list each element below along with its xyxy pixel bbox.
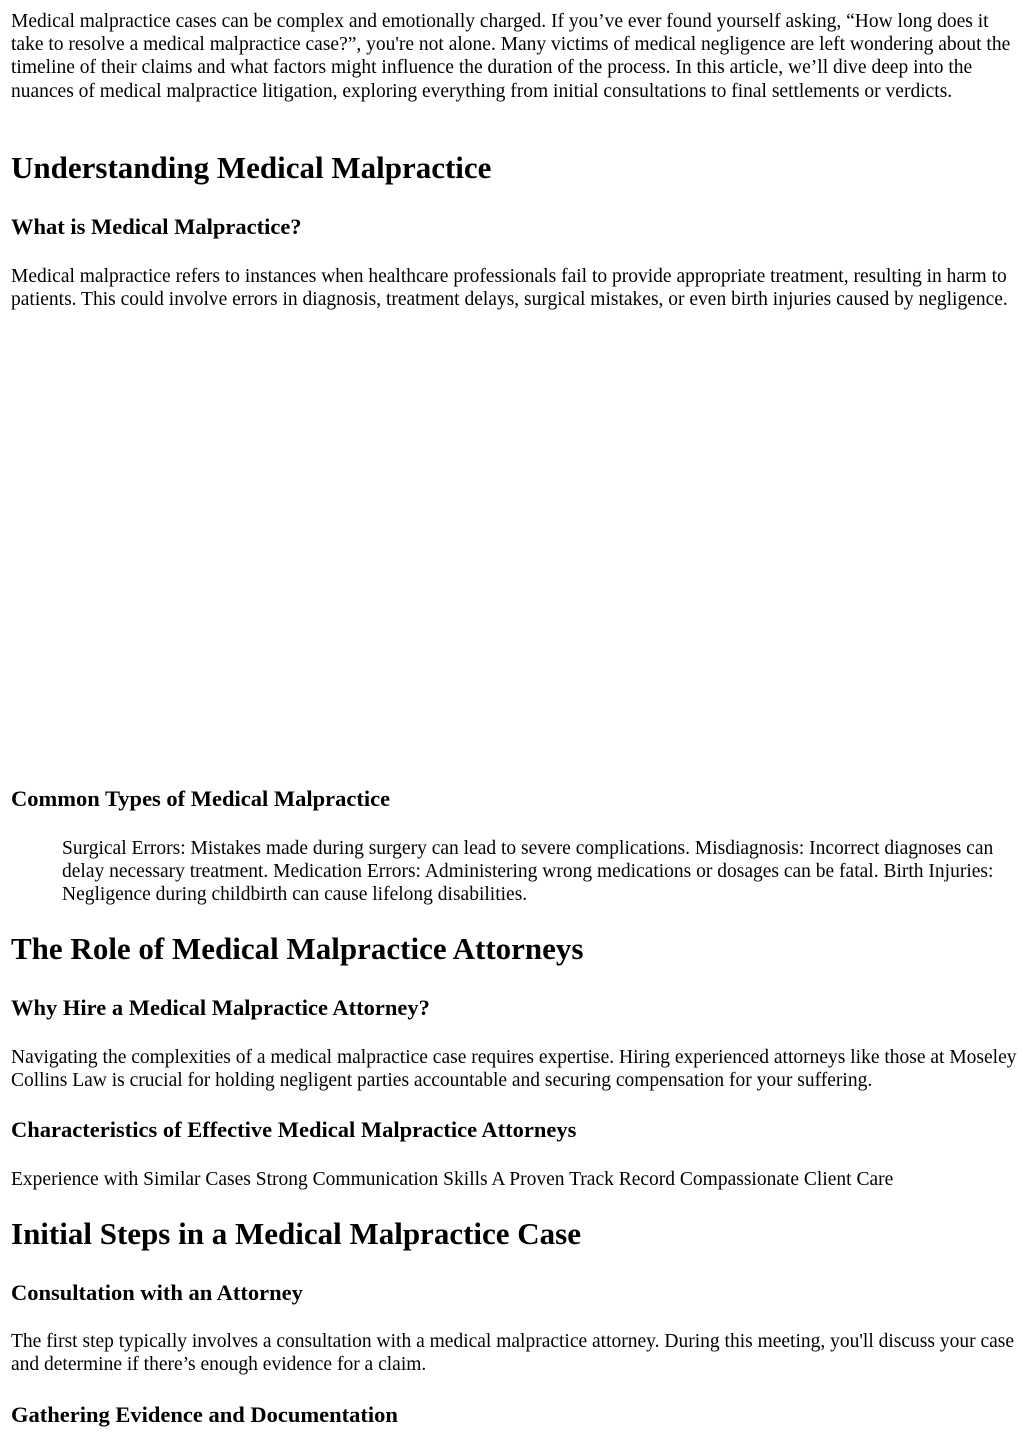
paragraph-characteristics: Experience with Similar Cases Strong Communication Skills A Proven Track Record Compassionate Client Care <box>11 1169 894 1190</box>
heading-initial-steps: Initial Steps in a Medical Malpractice Case <box>11 1216 581 1251</box>
heading-role-of-attorneys: The Role of Medical Malpractice Attorneys <box>11 931 584 966</box>
subheading-common-types: Common Types of Medical Malpractice <box>11 786 391 811</box>
subheading-characteristics: Characteristics of Effective Medical Malpractice Attorneys <box>11 1117 577 1142</box>
intro-paragraph: Medical malpractice cases can be complex and emotionally charged. If you’ve ever found yourself asking, “How long does it take to resolve a medical malpractice case?”, you're not alone. Many victims of medical negligence are left wondering about the timeline of their claims and what factors might influence the duration of the process. In this article, we’ll dive deep into the nuances of medical malpractice litigation, exploring everything from initial consultations to final settlements or verdicts. <box>11 11 1011 102</box>
subheading-consultation: Consultation with an Attorney <box>11 1280 303 1305</box>
subheading-why-hire-attorney: Why Hire a Medical Malpractice Attorney? <box>11 995 430 1020</box>
paragraph-consultation: The first step typically involves a consultation with a medical malpractice attorney. During this meeting, you'll discuss your case and determine if there’s enough evidence for a claim. <box>11 1331 1014 1376</box>
paragraph-what-is-medical-malpractice: Medical malpractice refers to instances when healthcare professionals fail to provide appropriate treatment, resulting in harm to patients. This could involve errors in diagnosis, treatment delays, surgical mistakes, or even birth injuries caused by negligence. <box>11 266 1008 311</box>
list-common-types: Surgical Errors: Mistakes made during surgery can lead to severe complications. Misdiagnosis: Incorrect diagnoses can delay necessary treatment. Medication Errors: Administering wrong medications or dosages can be fatal. Birth Injuries: Negligence during childbirth can cause lifelong disabilities. <box>62 838 994 906</box>
heading-understanding-medical-malpractice: Understanding Medical Malpractice <box>11 150 492 185</box>
subheading-gathering-evidence: Gathering Evidence and Documentation <box>11 1402 398 1427</box>
blank-media-area <box>11 345 1018 775</box>
paragraph-why-hire-attorney: Navigating the complexities of a medical malpractice case requires expertise. Hiring experienced attorneys like those at Moseley Collins Law is crucial for holding negligent parties accountable and securing compensation for your suffering. <box>11 1047 1017 1092</box>
subheading-what-is-medical-malpractice: What is Medical Malpractice? <box>11 214 302 239</box>
